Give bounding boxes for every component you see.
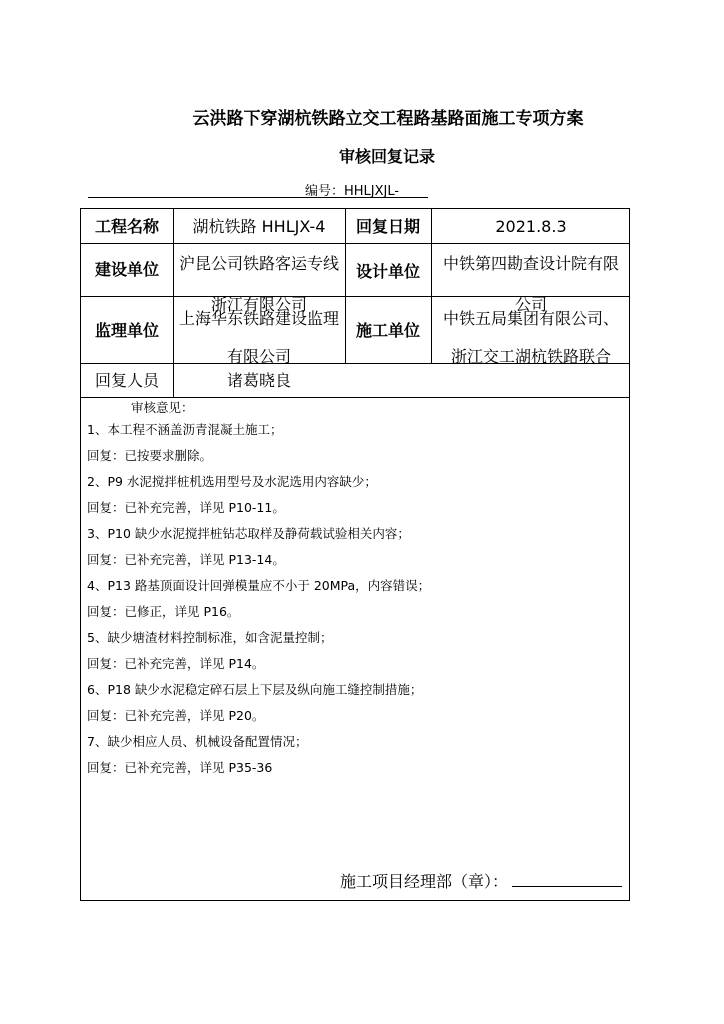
supervisor-value: 上海华东铁路建设监理有限公司	[178, 309, 339, 366]
signature-area	[340, 869, 622, 892]
builder-value: 沪昆公司铁路客运专线浙江有限公司	[178, 254, 339, 314]
project-name-value: 湖杭铁路 HHLJX-4	[192, 217, 326, 236]
document-code-line	[88, 180, 428, 198]
review-record-table	[80, 208, 630, 901]
comment-line: 2、P9 水泥搅拌桩机选用型号及水泥选用内容缺少；	[87, 474, 377, 489]
reply-date-value: 2021.8.3	[495, 217, 567, 236]
comment-line: 6、P18 缺少水泥稳定碎石层上下层及纵向施工缝控制措施；	[87, 682, 423, 697]
comments-header: 审核意见：	[131, 400, 194, 415]
document-code: 编号：HHLJXJL-	[305, 184, 400, 199]
supervisor-label: 监理单位	[94, 321, 159, 340]
reply-line: 回复：已补充完善，详见 P14。	[87, 656, 265, 671]
reply-line: 回复：已修正，详见 P16。	[87, 604, 240, 619]
builder-label: 建设单位	[94, 260, 159, 279]
reply-line: 回复：已按要求删除。	[87, 448, 213, 463]
signature-blank[interactable]	[512, 870, 622, 887]
project-name-label: 工程名称	[94, 217, 159, 236]
comment-line: 7、缺少相应人员、机械设备配置情况；	[87, 734, 308, 749]
reply-line: 回复：已补充完善，详见 P13-14。	[87, 552, 285, 567]
reply-line: 回复：已补充完善，详见 P35-36	[87, 760, 273, 775]
comment-line: 5、缺少塘渣材料控制标准，如含泥量控制；	[87, 630, 333, 645]
reply-person-label: 回复人员	[94, 371, 159, 390]
reply-line: 回复：已补充完善，详见 P20。	[87, 708, 265, 723]
comment-line: 4、P13 路基顶面设计回弹模量应不小于 20MPa，内容错误；	[87, 578, 431, 593]
reply-date-label: 回复日期	[355, 217, 420, 236]
comment-line: 3、P10 缺少水泥搅拌桩钻芯取样及静荷载试验相关内容；	[87, 526, 410, 541]
signature-label: 施工项目经理部（章）：	[339, 872, 508, 891]
reply-line: 回复：已补充完善，详见 P10-11。	[87, 500, 285, 515]
designer-label: 设计单位	[355, 262, 420, 281]
document-subtitle: 审核回复记录	[338, 147, 435, 166]
review-comments	[87, 399, 430, 781]
contractor-label: 施工单位	[355, 321, 420, 340]
contractor-value: 中铁五局集团有限公司、浙江交工湖杭铁路联合	[442, 309, 619, 366]
designer-value: 中铁第四勘查设计院有限公司	[442, 254, 619, 314]
document-title: 云洪路下穿湖杭铁路立交工程路基路面施工专项方案	[192, 109, 584, 129]
row-divider	[81, 397, 629, 398]
comment-line: 1、本工程不涵盖沥青混凝土施工；	[87, 422, 283, 437]
reply-person-value: 诸葛晓良	[226, 371, 291, 390]
